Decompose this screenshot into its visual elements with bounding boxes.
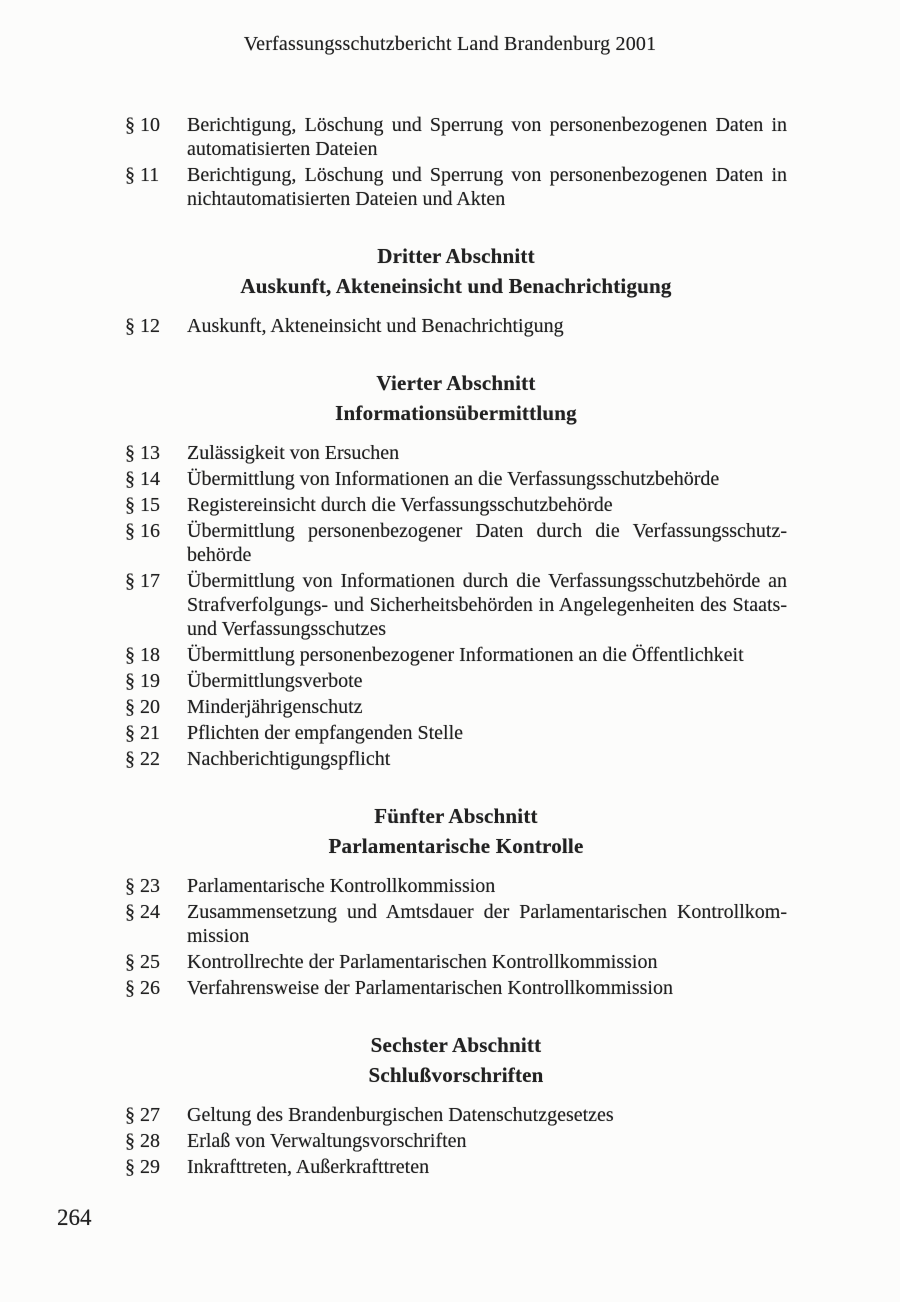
toc-item	[125, 1155, 787, 1179]
paragraph-title: Parlamentarische Kontrollkommission	[187, 875, 496, 897]
paragraph-title: Inkrafttreten, Außerkrafttreten	[187, 1156, 430, 1178]
paragraph-title: Übermittlung personenbezogener Daten durch die Verfassungsschutzbehörde	[187, 520, 787, 566]
paragraph-title: Übermittlungsverbote	[187, 670, 363, 692]
toc-item	[125, 519, 787, 567]
section-heading-number: Fünfter Abschnitt	[374, 804, 538, 828]
paragraph-title: Übermittlung von Informationen durch die Verfassungsschutzbehörde an Strafverfolgungs- und Sicherheitsbehörden in Angelegenheiten des Staats- und Verfassungsschutzes	[187, 570, 787, 640]
paragraph-title: Berichtigung, Löschung und Sperrung von personenbezogenen Daten in nichtautomatisierten Dateien und Akten	[187, 164, 787, 210]
paragraph-title: Registereinsicht durch die Verfassungsschutzbehörde	[187, 494, 613, 516]
section-heading-number: Dritter Abschnitt	[377, 244, 535, 268]
section-heading	[125, 368, 787, 428]
toc-item	[125, 643, 787, 667]
paragraph-number: § 19	[125, 670, 160, 692]
paragraph-number: § 25	[125, 951, 160, 973]
paragraph-title: Übermittlung personenbezogener Informationen an die Öffentlichkeit	[187, 644, 744, 666]
paragraph-title: Zusammensetzung und Amtsdauer der Parlamentarischen Kontrollkommission	[187, 901, 787, 947]
toc-item	[125, 900, 787, 948]
paragraph-number: § 28	[125, 1130, 160, 1152]
toc-item	[125, 950, 787, 974]
paragraph-number: § 27	[125, 1104, 160, 1126]
paragraph-title: Erlaß von Verwaltungsvorschriften	[187, 1130, 467, 1152]
section-heading-title: Schlußvorschriften	[368, 1063, 544, 1087]
paragraph-number: § 16	[125, 520, 160, 542]
paragraph-title: Kontrollrechte der Parlamentarischen Kontrollkommission	[187, 951, 658, 973]
paragraph-title: Minderjährigenschutz	[187, 696, 363, 718]
paragraph-number: § 20	[125, 696, 160, 718]
toc-item	[125, 874, 787, 898]
toc-item	[125, 747, 787, 771]
paragraph-number: § 14	[125, 468, 160, 490]
section-heading	[125, 1030, 787, 1090]
toc-item	[125, 721, 787, 745]
paragraph-number: § 18	[125, 644, 160, 666]
paragraph-number: § 11	[125, 164, 160, 186]
paragraph-title: Berichtigung, Löschung und Sperrung von personenbezogenen Daten in automatisierten Dateien	[187, 114, 787, 160]
paragraph-number: § 26	[125, 977, 160, 999]
section-heading-number: Vierter Abschnitt	[376, 371, 536, 395]
section-heading-title: Informationsübermittlung	[335, 401, 577, 425]
toc-item	[125, 493, 787, 517]
paragraph-number: § 29	[125, 1156, 160, 1178]
toc-item	[125, 113, 787, 161]
section-heading-title: Parlamentarische Kontrolle	[328, 834, 584, 858]
paragraph-number: § 24	[125, 901, 160, 923]
paragraph-number: § 15	[125, 494, 160, 516]
toc-item	[125, 163, 787, 211]
paragraph-title: Übermittlung von Informationen an die Verfassungsschutzbehörde	[187, 468, 720, 490]
table-of-contents	[125, 113, 787, 1179]
paragraph-title: Zulässigkeit von Ersuchen	[187, 442, 400, 464]
toc-item	[125, 467, 787, 491]
paragraph-number: § 23	[125, 875, 160, 897]
paragraph-title: Pflichten der empfangenden Stelle	[187, 722, 464, 744]
toc-item	[125, 1129, 787, 1153]
paragraph-number: § 12	[125, 315, 160, 337]
paragraph-title: Geltung des Brandenburgischen Datenschutzgesetzes	[187, 1104, 614, 1126]
running-header: Verfassungsschutzbericht Land Brandenburg 2001	[243, 33, 657, 55]
section-heading	[125, 801, 787, 861]
toc-item	[125, 314, 787, 338]
toc-item	[125, 669, 787, 693]
toc-item	[125, 441, 787, 465]
section-heading	[125, 241, 787, 301]
paragraph-number: § 10	[125, 114, 160, 136]
paragraph-title: Verfahrensweise der Parlamentarischen Kontrollkommission	[187, 977, 673, 999]
page-number: 264	[57, 1205, 92, 1230]
toc-item	[125, 695, 787, 719]
paragraph-number: § 17	[125, 570, 160, 592]
section-heading-title: Auskunft, Akteneinsicht und Benachrichtigung	[240, 274, 672, 298]
section-heading-number: Sechster Abschnitt	[370, 1033, 542, 1057]
toc-item	[125, 569, 787, 641]
toc-item	[125, 976, 787, 1000]
paragraph-number: § 22	[125, 748, 160, 770]
paragraph-number: § 21	[125, 722, 160, 744]
paragraph-title: Nachberichtigungspflicht	[187, 748, 391, 770]
paragraph-title: Auskunft, Akteneinsicht und Benachrichtigung	[187, 315, 564, 337]
paragraph-number: § 13	[125, 442, 160, 464]
toc-item	[125, 1103, 787, 1127]
